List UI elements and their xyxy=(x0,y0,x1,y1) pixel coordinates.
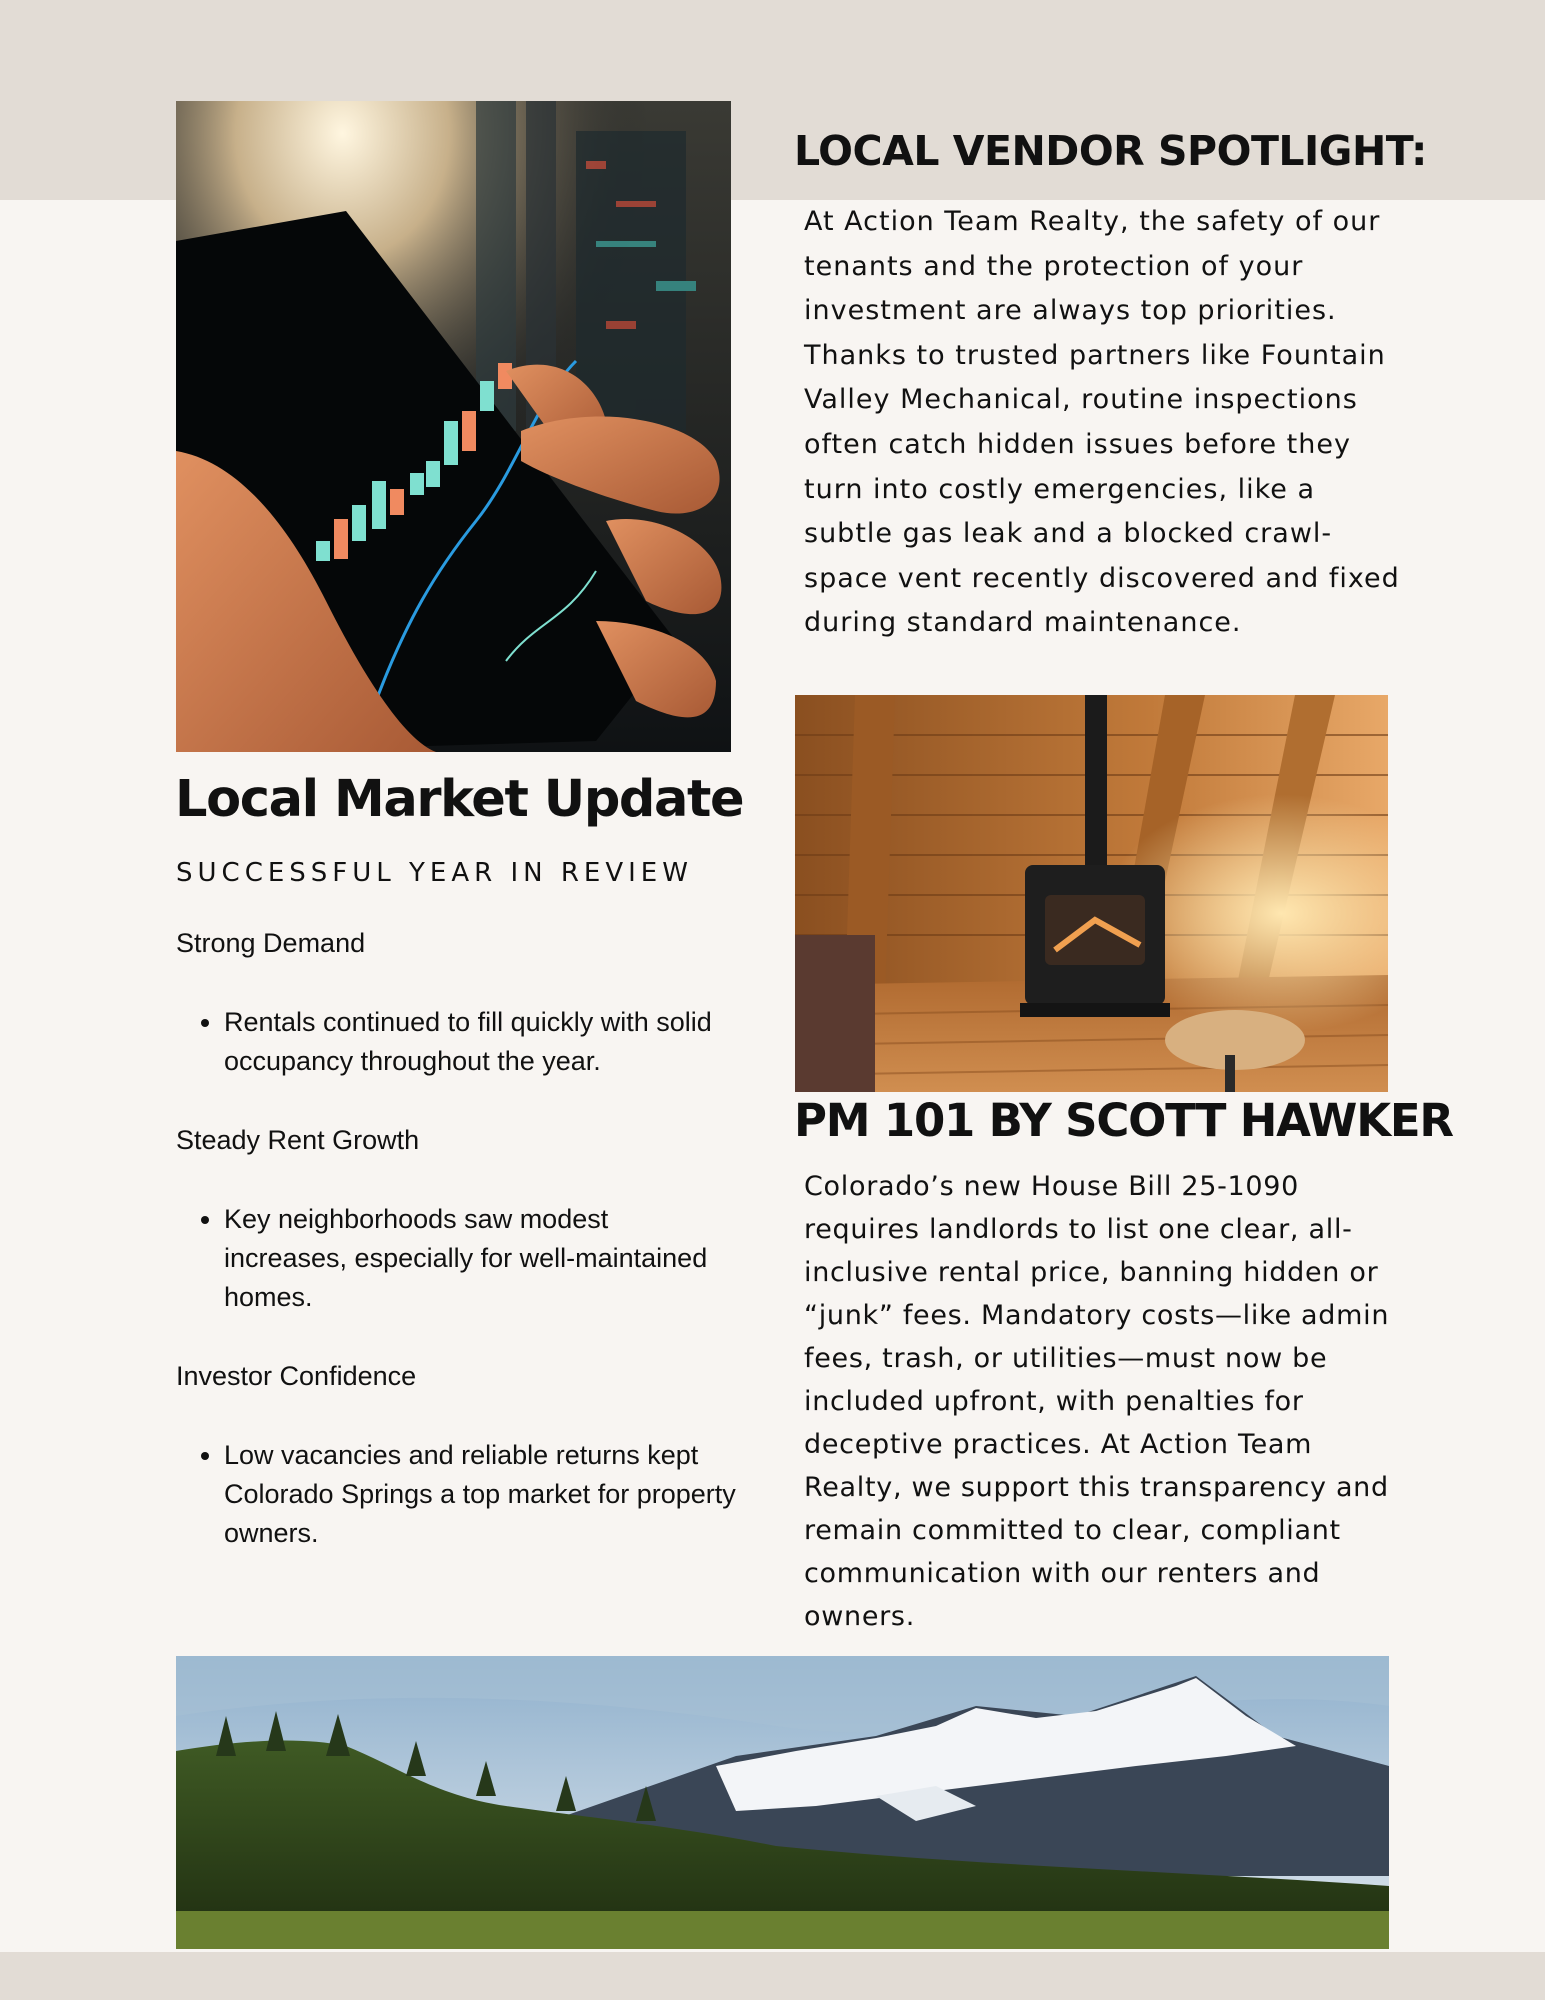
market-update-subheading: SUCCESSFUL YEAR IN REVIEW xyxy=(176,858,693,888)
section-title-rent-growth: Steady Rent Growth xyxy=(176,1125,420,1155)
section-title-investor-confidence: Investor Confidence xyxy=(176,1361,417,1391)
section-bullets-rent-growth xyxy=(176,1200,736,1317)
bullet-strong-demand: • Rentals continued to fill quickly with solid occupancy throughout the year. xyxy=(224,1003,736,1081)
market-update-list xyxy=(176,924,736,1593)
section-bullets-investor-confidence xyxy=(176,1436,736,1553)
bottom-background-band xyxy=(0,1952,1545,2000)
bullet-rent-growth: • Key neighborhoods saw modest increases, especially for well-maintained homes. xyxy=(224,1200,736,1317)
wood-stove-cabin-photo xyxy=(795,695,1388,1092)
mountain-landscape-photo xyxy=(176,1656,1389,1949)
section-bullets-strong-demand xyxy=(176,1003,736,1081)
section-title-strong-demand: Strong Demand xyxy=(176,928,366,958)
bullet-investor-confidence: • Low vacancies and reliable returns kept Colorado Springs a top market for property owners. xyxy=(224,1436,736,1553)
stock-chart-phone-photo xyxy=(176,101,731,752)
pm101-body: Colorado’s new House Bill 25-1090 requires landlords to list one clear, all-inclusive rental price, banning hidden or “junk” fees. Mandatory costs—like admin fees, trash, or utilities—must now be included upfront, with penalties for deceptive practices. At Action Team Realty, we support this transparency and remain committed to clear, compliant communication with our renters and owners. xyxy=(804,1171,1390,1632)
vendor-spotlight-body: At Action Team Realty, the safety of our tenants and the protection of your investment are always top priorities. Thanks to trusted partners like Fountain Valley Mechanical, routine inspections often catch hidden issues before they turn into costly emergencies, like a subtle gas leak and a blocked crawl-space vent recently discovered and fixed during standard maintenance. xyxy=(804,206,1400,639)
pm101-heading: PM 101 BY SCOTT HAWKER xyxy=(794,1094,1453,1147)
vendor-spotlight-heading: LOCAL VENDOR SPOTLIGHT: xyxy=(794,127,1427,175)
market-update-heading: Local Market Update xyxy=(175,770,744,829)
